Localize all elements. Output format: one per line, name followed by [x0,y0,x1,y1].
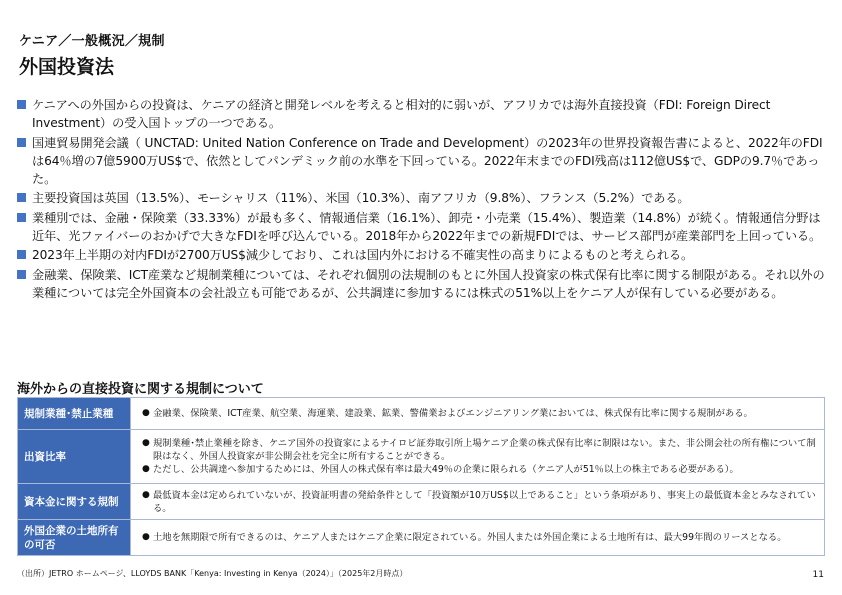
bullet-text: 2023年上半期の対内FDIが2700万US$減少しており、これは国内外における不確実性の高まりによるものと考えられる。 [32,248,694,263]
row-header: 規制業種･禁止業種 [18,398,131,430]
list-item [141,407,818,420]
bullet-text: 主要投資国は英国（13.5%）、モーシャリス（11%）、米国（10.3%）、南アフリカ（9.8%）、フランス（5.2%）である。 [32,191,690,206]
table-row [18,398,825,430]
source-note: （出所）JETRO ホームページ、LLOYDS BANK「Kenya: Investing in Kenya（2024）」（2025年2月時点） [17,569,408,578]
item-text: 最低資本金は定められていないが、投資証明書の発給条件として「投資額が10万US$以上であること」という条項があり、事実上の最低資本金とみなされている。 [153,489,816,514]
item-text: ただし、公共調達へ参加するためには、外国人の株式保有率は最大49％の企業に限られる（ケニア人が51％以上の株主である必要がある）。 [153,464,739,475]
dot-bullet-icon: ● [142,464,150,474]
row-content [131,484,825,520]
bullet-item [17,134,825,188]
list-item [141,437,818,463]
table-row [18,484,825,520]
row-content [131,398,825,430]
dot-bullet-icon: ● [142,408,150,418]
table-row [18,520,825,556]
row-header: 外国企業の土地所有の可否 [18,520,131,556]
regulation-table [17,397,825,556]
row-content [131,520,825,556]
list-item [141,489,818,515]
list-item [141,463,818,476]
dot-bullet-icon: ● [142,489,150,500]
row-content [131,430,825,484]
page-number: 11 [812,570,824,580]
bullet-item [17,189,825,207]
square-bullet-icon [17,270,26,279]
bullet-item [17,266,825,302]
section-title: 海外からの直接投資に関する規制について [17,382,264,397]
dot-bullet-icon: ● [142,438,150,448]
list-item [141,531,818,544]
bullet-text: ケニアへの外国からの投資は、ケニアの経済と開発レベルを考えると相対的に弱いが、アフリカでは海外直接投資（FDI: Foreign Direct Investment）の受入国トップの一つである。 [32,98,771,130]
item-text: 規制業種･禁止業種を除き、ケニア国外の投資家によるナイロビ証券取引所上場ケニア企業の株式保有比率に制限はない。また、非公開会社の所有権について制限はなく、外国人投資家が非公開会社を完全に所有することができる。 [153,438,816,462]
row-header: 資本金に関する規制 [18,484,131,520]
breadcrumb: ケニア／一般概況／規制 [19,34,165,49]
bullet-text: 国連貿易開発会議（ UNCTAD: United Nation Conference on Trade and Development）の2023年の世界投資報告書によると、2022年のFDIは64％増の7億5900万US$で、依然としてパンデミック前の水準を下回っている。2022年末までのFDI残高は112億US$で、GDPの9.7％であった。 [32,135,823,186]
bullet-text: 業種別では、金融・保険業（33.33%）が最も多く、情報通信業（16.1%）、卸売・小売業（15.4%）、製造業（14.8%）が続く。情報通信分野は近年、光ファイバーのおかげで大きなFDIを呼び込んでいる。2018年から2022年までの新規FDIでは、サービス部門が産業部門を上回っている。 [32,210,822,243]
square-bullet-icon [17,138,26,147]
row-header: 出資比率 [18,430,131,484]
bullet-list [17,96,825,304]
dot-bullet-icon: ● [142,532,150,542]
page-title: 外国投資法 [19,56,115,78]
square-bullet-icon [17,213,26,222]
bullet-item [17,246,825,264]
square-bullet-icon [17,100,26,109]
bullet-text: 金融業、保険業、ICT産業など規制業種については、それぞれ個別の法規制のもとに外国人投資家の株式保有比率に関する制限がある。それ以外の業種については完全外国資本の会社設立も可能であるが、公共調達に参加するには株式の51%以上をケニア人が保有している必要がある。 [32,267,825,300]
item-text: 土地を無期限で所有できるのは、ケニア人またはケニア企業に限定されている。外国人または外国企業による土地所有は、最大99年間のリースとなる。 [153,532,787,543]
bullet-item [17,209,825,245]
square-bullet-icon [17,250,26,259]
table-row [18,430,825,484]
square-bullet-icon [17,193,26,202]
item-text: 金融業、保険業、ICT産業、航空業、海運業、建設業、鉱業、警備業およびエンジニアリング業においては、株式保有比率に関する規制がある。 [153,408,753,419]
bullet-item [17,96,825,132]
